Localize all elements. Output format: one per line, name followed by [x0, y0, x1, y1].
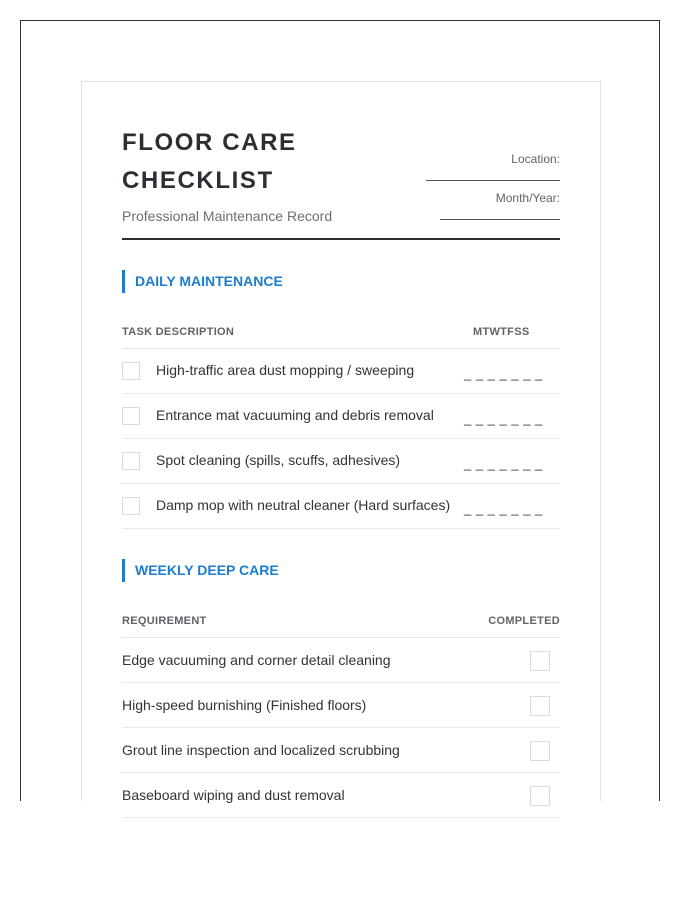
- days-column-header: MTWTFSS: [473, 326, 530, 338]
- daily-section-heading: DAILY MAINTENANCE: [122, 270, 560, 293]
- requirement-text: Baseboard wiping and dust removal: [122, 787, 345, 803]
- task-description: Entrance mat vacuuming and debris removal: [156, 407, 434, 423]
- weekly-table-header: [122, 594, 560, 638]
- day-marks[interactable]: _ _ _ _ _ _ _: [464, 366, 543, 381]
- weekly-task-row: [122, 683, 560, 728]
- weekly-task-row: [122, 638, 560, 683]
- month-year-label: Month/Year:: [495, 191, 560, 205]
- completed-checkbox[interactable]: [530, 786, 550, 806]
- task-checkbox[interactable]: [122, 497, 140, 515]
- task-description-column-header: TASK DESCRIPTION: [122, 326, 235, 338]
- requirement-column-header: REQUIREMENT: [122, 615, 207, 627]
- requirement-text: High-speed burnishing (Finished floors): [122, 697, 367, 713]
- daily-task-list: [122, 349, 560, 529]
- daily-table-header: [122, 305, 560, 349]
- day-marks[interactable]: _ _ _ _ _ _ _: [464, 456, 543, 471]
- checklist-card: [81, 81, 601, 801]
- daily-task-row: [122, 349, 560, 394]
- weekly-task-row: [122, 728, 560, 773]
- task-description: Spot cleaning (spills, scuffs, adhesives): [156, 452, 401, 468]
- document-subtitle: Professional Maintenance Record: [122, 208, 333, 224]
- title-line-1: FLOOR CARE: [122, 129, 297, 156]
- weekly-task-row: [122, 773, 560, 818]
- day-marks[interactable]: _ _ _ _ _ _ _: [464, 501, 543, 516]
- location-field: [426, 152, 560, 181]
- document-title: [122, 124, 297, 200]
- requirement-text: Edge vacuuming and corner detail cleaning: [122, 652, 391, 668]
- checklist-content: [122, 82, 560, 818]
- daily-task-row: [122, 484, 560, 529]
- task-description: Damp mop with neutral cleaner (Hard surfaces): [156, 497, 451, 513]
- completed-checkbox[interactable]: [530, 696, 550, 716]
- task-description: High-traffic area dust mopping / sweeping: [156, 362, 415, 378]
- weekly-section-heading: WEEKLY DEEP CARE: [122, 559, 560, 582]
- completed-checkbox[interactable]: [530, 651, 550, 671]
- title-line-2: CHECKLIST: [122, 167, 274, 194]
- weekly-task-list: [122, 638, 560, 818]
- month-year-field: [440, 191, 560, 220]
- location-label: Location:: [511, 152, 560, 166]
- location-input-line[interactable]: [426, 180, 560, 181]
- month-year-input-line[interactable]: [440, 219, 560, 220]
- requirement-text: Grout line inspection and localized scrubbing: [122, 742, 400, 758]
- task-checkbox[interactable]: [122, 362, 140, 380]
- task-checkbox[interactable]: [122, 407, 140, 425]
- task-checkbox[interactable]: [122, 452, 140, 470]
- completed-column-header: COMPLETED: [488, 615, 560, 627]
- day-marks[interactable]: _ _ _ _ _ _ _: [464, 411, 543, 426]
- daily-task-row: [122, 394, 560, 439]
- daily-task-row: [122, 439, 560, 484]
- document-header: [122, 82, 560, 240]
- completed-checkbox[interactable]: [530, 741, 550, 761]
